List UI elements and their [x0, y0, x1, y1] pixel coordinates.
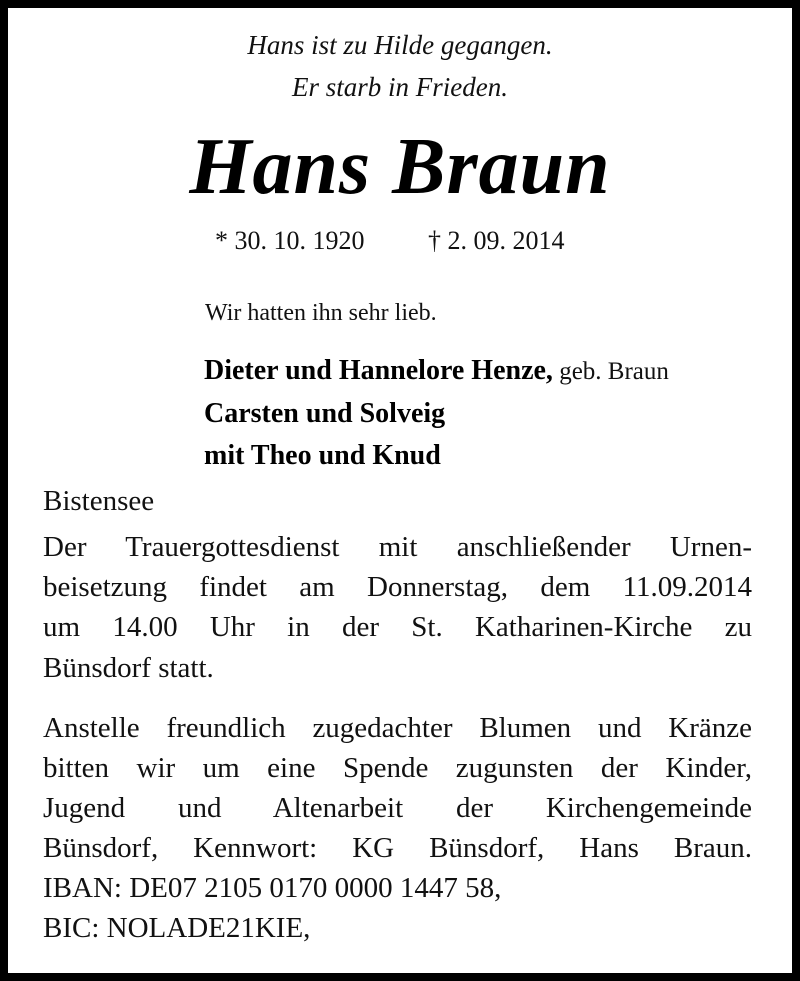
family-names-1: Dieter und Hannelore Henze,: [204, 355, 553, 386]
donation-line: Bünsdorf, Kennwort: KG Bünsdorf, Hans Braun.: [43, 832, 752, 864]
family-line-2: Carsten und Solveig: [204, 398, 446, 429]
place: Bistensee: [43, 485, 155, 517]
love-line: Wir hatten ihn sehr lieb.: [205, 300, 437, 326]
service-line: um 14.00 Uhr in der St. Katharinen-Kirche zu: [43, 611, 752, 643]
birth-date: * 30. 10. 1920: [215, 226, 365, 255]
bic: BIC: NOLADE21KIE,: [43, 912, 311, 944]
death-date: † 2. 09. 2014: [428, 226, 565, 255]
maiden-name: geb. Braun: [552, 358, 669, 385]
family-line-3: mit Theo und Knud: [204, 440, 441, 471]
deceased-name: Hans Braun: [189, 123, 611, 211]
donation-line: Jugend und Altenarbeit der Kirchengemeinde: [43, 792, 752, 824]
service-line: Der Trauergottesdienst mit anschließender Urnen-: [43, 531, 752, 563]
motto-line-1: Hans ist zu Hilde gegangen.: [247, 30, 553, 60]
donation-line: bitten wir um eine Spende zugunsten der Kinder,: [43, 752, 752, 784]
iban: IBAN: DE07 2105 0170 0000 1447 58,: [43, 872, 502, 904]
motto-line-2: Er starb in Frieden.: [292, 72, 508, 102]
donation-line: Anstelle freundlich zugedachter Blumen und Kränze: [43, 712, 752, 744]
family-line-1: [204, 355, 669, 387]
service-line: beisetzung findet am Donnerstag, dem 11.09.2014: [43, 571, 752, 603]
service-line: Bünsdorf statt.: [43, 652, 214, 684]
